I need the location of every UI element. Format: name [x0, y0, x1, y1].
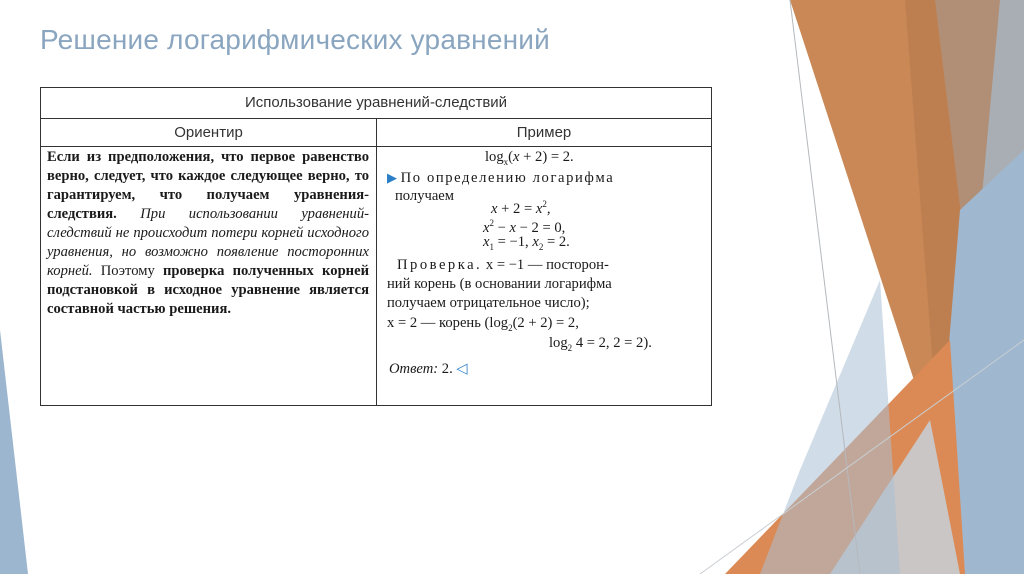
guide-normal: Поэтому: [100, 263, 155, 279]
example-check-line-2: ний корень (в основании логарифма: [387, 276, 612, 292]
play-marker-icon: ▶: [387, 170, 397, 185]
guide-bold-tail: проверка полученных корней подстановкой в исходное уравнение является составной частью решения.: [47, 263, 369, 317]
example-intro-line-2: получаем: [395, 188, 455, 204]
example-check-line-4: x = 2 — корень ($\log_2(2 + 2) = 2$,: [387, 315, 579, 333]
example-answer: Ответ: 2. ◁: [389, 361, 468, 377]
example-equation: $\log_x(x + 2) = 2$.: [485, 149, 574, 167]
end-marker-icon: ◁: [456, 361, 468, 377]
example-step-1: $x + 2 = x^2$,: [491, 199, 551, 217]
deco-blue-left: [0, 330, 28, 574]
example-check-line-5: $\log_2 4 = 2$, 2 = 2).: [549, 335, 652, 353]
example-check-line-1: Проверка. x = −1 — посторон-: [397, 257, 609, 273]
example-step-2: $x^2 - x - 2 = 0$,: [483, 218, 566, 236]
example-intro-line: ▶ По определению логарифма: [387, 170, 615, 186]
guide-italic: При использовании уравнений-следствий не происходит потери корней исходного уравнения, но возможно появление посторонних корней.: [47, 206, 369, 279]
example-step-3: $x_1 = -1$, $x_2 = 2$.: [483, 234, 570, 252]
guide-text: [47, 148, 369, 319]
rule-table: [40, 87, 712, 406]
page-title: Решение логарифмических уравнений: [40, 24, 550, 55]
column-header-guide: Ориентир: [174, 124, 243, 141]
column-header-example: Пример: [516, 124, 572, 141]
table-caption: Использование уравнений-следствий: [41, 88, 711, 119]
guide-bold: Если из предположения, что первое равенство верно, следует, что каждое следующее верно, то гарантируем, что получаем уравнения-следствия.: [47, 149, 369, 222]
column-divider: [376, 119, 377, 405]
example-check-line-3: получаем отрицательное число);: [387, 295, 590, 311]
